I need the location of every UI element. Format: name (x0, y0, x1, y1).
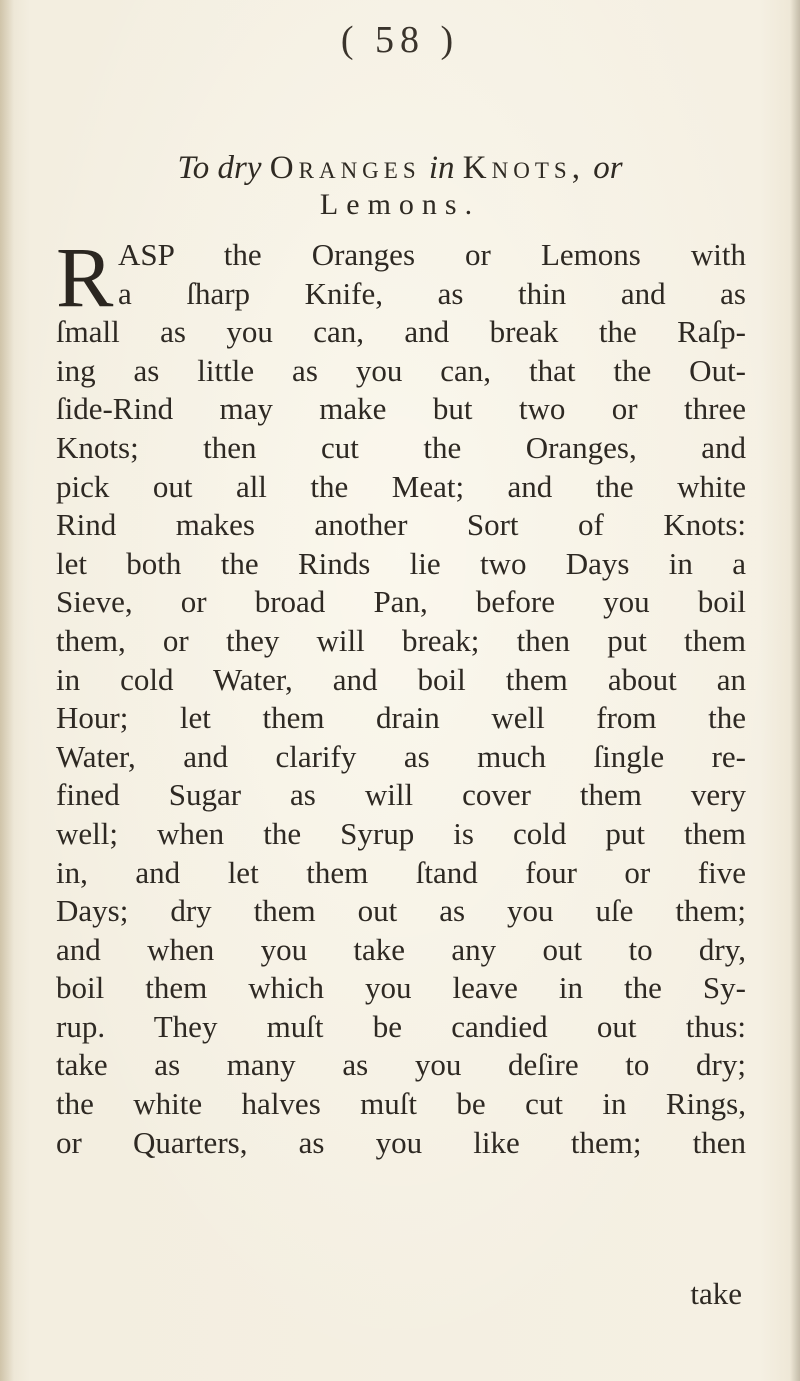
text-line: in, and let them ſtand four or five (56, 854, 746, 890)
title-knots: Knots, (462, 150, 585, 186)
title-or: or (593, 150, 623, 186)
text-line: the white halves muſt be cut in Rings, (56, 1086, 746, 1122)
title-in: in (428, 150, 455, 186)
recipe-title (60, 148, 740, 188)
text-line: pick out all the Meat; and the white (56, 468, 746, 504)
text-line: Knots; then cut the Oranges, and (56, 429, 746, 465)
text-line: in cold Water, and boil them about an (56, 661, 746, 697)
title-to-dry: To dry (177, 150, 262, 186)
text-line: ing as little as you can, that the Out- (56, 352, 746, 388)
text-line: Water, and clarify as much ſingle re- (56, 738, 746, 774)
text-line: ſide-Rind may make but two or three (56, 391, 746, 427)
recipe-body (56, 229, 746, 1162)
text-line: rup. They muſt be candied out thus: (56, 1008, 746, 1044)
text-line: and when you take any out to dry, (56, 931, 746, 967)
title-oranges: Oranges (269, 150, 421, 186)
text-line: boil them which you leave in the Sy- (56, 970, 746, 1006)
catchword: take (690, 1276, 742, 1311)
text-line: let both the Rinds lie two Days in a (56, 545, 746, 581)
text-line: or Quarters, as you like them; then (56, 1124, 746, 1160)
page-number: ( 58 ) (340, 19, 460, 61)
text-line: ſmall as you can, and break the Raſp- (56, 314, 746, 350)
text-line: ASP the Oranges or Lemons with (118, 237, 746, 272)
text-line: a ſharp Knife, as thin and as (118, 275, 746, 311)
text-line: well; when the Syrup is cold put them (56, 815, 746, 851)
text-line: Sieve, or broad Pan, before you boil (56, 584, 746, 620)
text-line: Hour; let them drain well from the (56, 700, 746, 736)
text-line: take as many as you deſire to dry; (56, 1047, 746, 1083)
text-line: them, or they will break; then put them (56, 622, 746, 658)
text-line: Days; dry them out as you uſe them; (56, 893, 746, 929)
drop-cap: R (56, 229, 114, 325)
text-line: Rind makes another Sort of Knots: (56, 507, 746, 543)
text-line: fined Sugar as will cover them very (56, 777, 746, 813)
recipe-title-line2: Lemons. (319, 188, 481, 221)
page-edge (790, 0, 800, 1381)
gutter-shadow (0, 0, 14, 1381)
